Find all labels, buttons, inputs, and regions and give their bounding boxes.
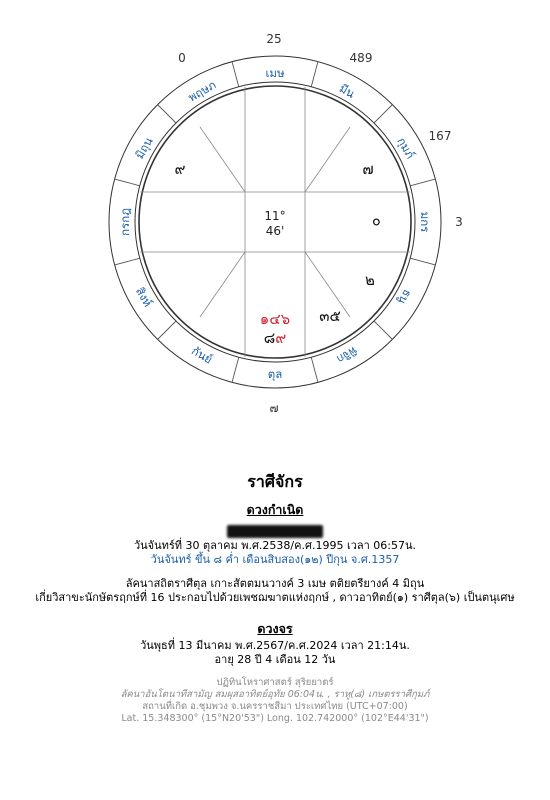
sign-divider bbox=[374, 105, 392, 123]
age-text: อายุ 28 ปี 4 เดือน 12 วัน bbox=[214, 653, 336, 666]
center-minute: 46' bbox=[265, 224, 285, 238]
sign-divider bbox=[232, 62, 239, 87]
outer-number-bottom: ๗ bbox=[269, 401, 279, 415]
redacted-name bbox=[227, 525, 323, 538]
sign-divider bbox=[410, 258, 435, 265]
sign-divider bbox=[311, 357, 318, 382]
footer-section bbox=[0, 677, 550, 725]
thai-lunar-date: วันจันทร์ ขึ้น ๘ ค่ำ เดือนสิบสอง(๑๒) ปีกุน จ.ศ.1357 bbox=[150, 553, 400, 566]
outer-number-top: 25 bbox=[266, 32, 282, 46]
sign-label-makon: มกร bbox=[418, 211, 432, 233]
sign-label-mesh: เมษ bbox=[265, 66, 285, 80]
sign-label-thanu: ธนู bbox=[395, 287, 415, 307]
transit-heading: ดวงจร bbox=[257, 621, 293, 636]
house-tun-row2 bbox=[264, 329, 287, 347]
nakshatra-text: เกี่ยวิสาขะนักษัตรฤกษ์ที่ 16 ประกอบไปด้วยเพชฌฆาตแห่งฤกษ์ , ดาวอาทิตย์(๑) ราศีตุล(๖) เป็นตนุเศษ bbox=[35, 591, 515, 604]
birth-date: วันจันทร์ที่ 30 ตุลาคม พ.ศ.2538/ค.ศ.1995 เวลา 06:57น. bbox=[133, 539, 417, 552]
sign-label-tun: ตุล bbox=[267, 367, 283, 381]
birth-section bbox=[0, 500, 550, 567]
sign-divider bbox=[311, 62, 318, 87]
footer-coordinates: Lat. 15.348300° (15°N20'53") Long. 102.742000° (102°E44'31") bbox=[121, 713, 429, 724]
sign-divider bbox=[158, 105, 176, 123]
transit-section bbox=[0, 619, 550, 667]
sign-divider bbox=[158, 321, 176, 339]
house-tun-planet-d: ๙ bbox=[275, 329, 287, 347]
house-mithun-planets: ๙ bbox=[174, 160, 186, 178]
sign-label-sing: สิงห์ bbox=[132, 284, 156, 310]
house-tun-planet-a: ๑๔ bbox=[259, 310, 281, 328]
outer-number-top-right: 489 bbox=[349, 51, 373, 65]
sign-divider bbox=[232, 357, 239, 382]
sign-divider bbox=[410, 179, 435, 186]
lagna-text: ลัคนาสถิตราศีตุล เกาะสัตตมนวางค์ 3 เมษ ตติยตรียางค์ 4 มิถุน bbox=[125, 577, 425, 590]
house-thanu-planets: ๒ bbox=[365, 271, 375, 289]
house-tun-planet-b: ๖ bbox=[280, 310, 291, 328]
lagna-section bbox=[0, 577, 550, 605]
sign-label-kakot: กรกฎ bbox=[118, 208, 132, 236]
outer-number-right: 3 bbox=[455, 215, 463, 229]
footer-sunrise: ลัคนาอันโตนาทีสามัญ สมผุสอาทิตย์อุทัย 06:04น. , ราหู(๘) เกษตรราศีกุมภ์ bbox=[120, 689, 430, 700]
sign-label-pruesop: พฤษภ bbox=[185, 77, 219, 105]
outer-number-top-left: 0 bbox=[178, 51, 186, 65]
sign-divider bbox=[115, 179, 140, 186]
sign-divider bbox=[374, 321, 392, 339]
chart-title: ราศีจักร bbox=[247, 472, 303, 491]
house-tun-planet-c: ๘ bbox=[263, 329, 276, 347]
outer-number-right-upper: 167 bbox=[428, 129, 452, 143]
sign-label-mean: มีน bbox=[336, 81, 358, 101]
house-pichik-planets: ๓๕ bbox=[319, 307, 341, 325]
transit-date: วันพุธที่ 13 มีนาคม พ.ศ.2567/ค.ศ.2024 เวลา 21:14น. bbox=[140, 639, 410, 652]
footer-birthplace: สถานที่เกิด อ.ชุมพวง จ.นครราชสีมา ประเทศไทย (UTC+07:00) bbox=[142, 701, 408, 712]
center-degree: 11° bbox=[264, 209, 286, 223]
house-tun-row1 bbox=[260, 310, 290, 328]
house-kumbh-planets: ๗ bbox=[362, 160, 374, 178]
sign-divider bbox=[115, 258, 140, 265]
birth-heading: ดวงกำเนิด bbox=[246, 502, 304, 517]
sign-label-kumbh: กุมภ์ bbox=[394, 134, 418, 162]
sign-label-mithun: มิถุน bbox=[132, 134, 156, 162]
house-makon-planets: ๐ bbox=[369, 217, 387, 227]
sign-label-pichik: พิจิก bbox=[334, 343, 360, 367]
footer-calendar-name: ปฏิทินโหราศาสตร์ สุริยยาตร์ bbox=[216, 677, 334, 688]
sign-label-kan: กันย์ bbox=[189, 343, 215, 367]
